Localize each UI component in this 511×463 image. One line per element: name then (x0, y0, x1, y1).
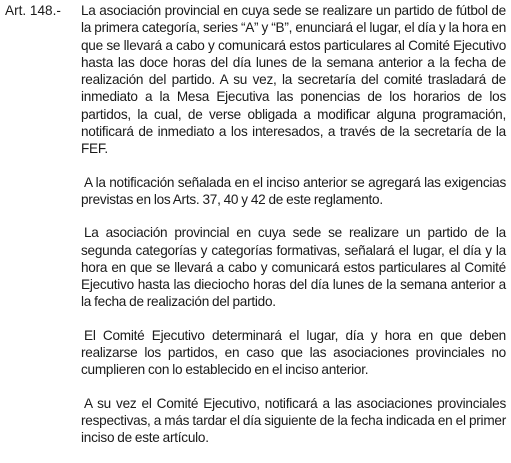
paragraph-1: La asociación provincial en cuya sede se realizare un partido de fútbol de la primera categoría, series “A” y “B”, enunciará el lugar, el día y la hora en que se llevará a cabo y comunicará estos particulares al Comité Ejecutivo hasta las doce horas del día lunes de la semana anterior a la fecha de realización del partido. A su vez, la secretaría del comité trasladará de inmediato a la Mesa Ejecutiva las ponencias de los horarios de los partidos, la cual, de verse obligada a modificar alguna programación, notificará de inmediato a los interesados, a través de la secretaría de la FEF. (81, 3, 506, 157)
paragraph-2: A la notificación señalada en el inciso anterior se agregará las exigencias previstas en los Arts. 37, 40 y 42 de este reglamento. (81, 174, 506, 207)
paragraph-4: El Comité Ejecutivo determinará el lugar, día y hora en que deben realizarse los partidos, en caso que las asociaciones provinciales no cumplieren con lo establecido en el inciso anterior. (81, 327, 506, 378)
article-number: Art. 148.- (5, 3, 61, 18)
article-148 (5, 2, 508, 463)
article-body (81, 2, 506, 447)
paragraph-3: La asociación provincial en cuya sede se realizare un partido de la segunda categorías y categorías formativas, señalará el lugar, el día y la hora en que se llevará a cabo y comunicará estos particulares al Comité Ejecutivo hasta las dieciocho horas del día lunes de la semana anterior a la fecha de realización del partido. (81, 225, 506, 310)
paragraph-5: A su vez el Comité Ejecutivo, notificará a las asociaciones provinciales respectivas, a más tardar el día siguiente de la fecha indicada en el primer inciso de este artículo. (81, 395, 506, 446)
